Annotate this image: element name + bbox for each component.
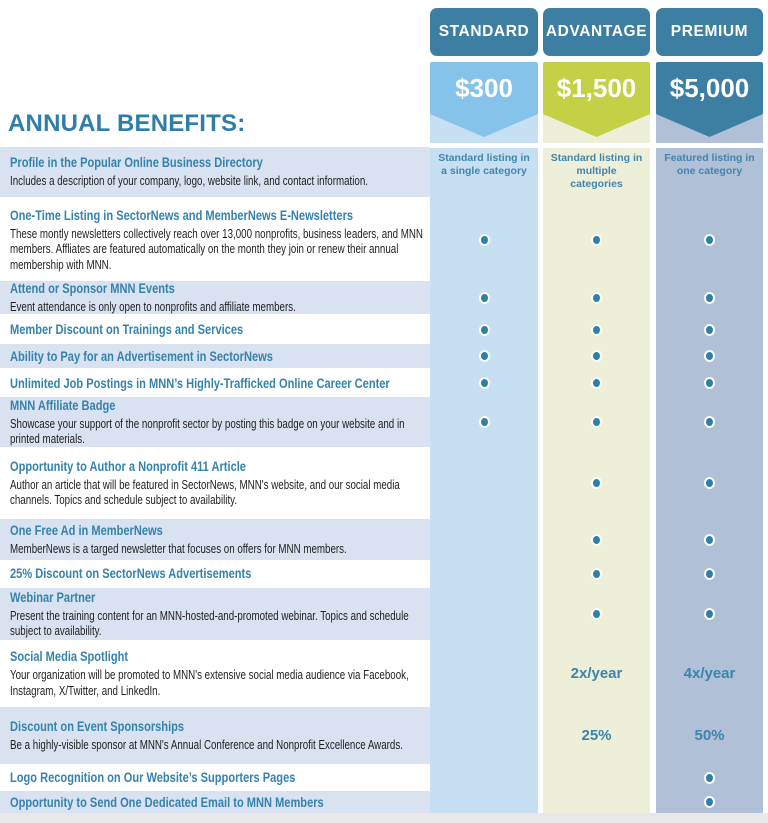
included-dot — [704, 350, 715, 362]
cell-advantage — [543, 519, 650, 560]
cell-premium — [656, 281, 763, 314]
tier-name-advantage: ADVANTAGE — [543, 8, 650, 56]
benefit-text — [0, 791, 430, 813]
benefit-title: Profile in the Popular Online Business Directory — [10, 155, 263, 171]
benefit-description: Includes a description of your company, logo, website link, and contact information. — [10, 174, 368, 189]
benefit-row-directory-profile — [0, 147, 768, 197]
benefit-description: Event attendance is only open to nonprofits and affiliate members. — [10, 299, 296, 314]
included-dot — [591, 292, 602, 304]
benefit-text — [0, 318, 430, 341]
benefit-title: Opportunity to Send One Dedicated Email to MNN Members — [10, 794, 324, 810]
benefit-row-411-article — [0, 450, 768, 516]
cell-value: Standard listing in multiple categories — [550, 152, 643, 190]
benefit-description: Author an article that will be featured in SectorNews, MNN's website, and our social media channels. Topics and schedule subject to availability. — [10, 477, 400, 507]
benefit-text — [0, 766, 430, 789]
bottom-strip — [0, 813, 768, 823]
included-dot — [591, 350, 602, 362]
benefit-row-events — [0, 281, 768, 314]
benefit-title: Discount on Event Sponsorships — [10, 718, 185, 734]
included-dot — [479, 350, 490, 362]
cell-value: Standard listing in a single category — [438, 152, 530, 177]
benefit-description: Present the training content for an MNN-hosted-and-promoted webinar. Topics and schedule subject to availability. — [10, 608, 409, 638]
benefit-description: Your organization will be promoted to MNN's extensive social media audience via Facebook, Instagram, X/Twitter, and LinkedIn. — [10, 668, 409, 698]
cell-value: Featured listing in one category — [664, 152, 755, 177]
included-dot — [704, 477, 715, 489]
cell-standard — [430, 344, 538, 368]
included-dot — [704, 608, 715, 620]
benefit-row-member-discount — [0, 318, 768, 341]
included-dot — [591, 534, 602, 546]
cell-advantage — [543, 397, 650, 447]
benefit-title: Opportunity to Author a Nonprofit 411 Article — [10, 458, 246, 474]
cell-advantage — [543, 707, 650, 764]
cell-premium — [656, 707, 763, 764]
cell-advantage — [543, 281, 650, 314]
benefit-description: These montly newsletters collectively reach over 13,000 nonprofits, business leaders, and MNN members. Affliates are featured automatically on the month they join or renew their annual membership with MNN. — [10, 226, 423, 272]
benefit-row-social-spotlight — [0, 642, 768, 705]
cell-advantage — [543, 371, 650, 395]
cell-standard — [430, 200, 538, 280]
benefit-text — [0, 450, 430, 516]
benefit-row-sponsorship-discount — [0, 707, 768, 764]
cell-standard — [430, 318, 538, 341]
tier-name-premium: PREMIUM — [656, 8, 763, 56]
included-dot — [704, 324, 715, 336]
cell-standard — [430, 766, 538, 789]
included-dot — [479, 416, 490, 428]
benefit-row-webinar-partner — [0, 588, 768, 640]
cell-standard — [430, 791, 538, 813]
benefit-description: MemberNews is a targed newsletter that focuses on offers for MNN members. — [10, 541, 347, 556]
benefit-title: Ability to Pay for an Advertisement in SectorNews — [10, 348, 273, 364]
benefit-title: Unlimited Job Postings in MNN’s Highly-Trafficked Online Career Center — [10, 375, 390, 391]
included-dot — [704, 568, 715, 580]
benefit-title: One-Time Listing in SectorNews and MemberNews E-Newsletters — [10, 207, 354, 223]
cell-premium — [656, 450, 763, 516]
cell-standard — [430, 642, 538, 705]
included-dot — [704, 377, 715, 389]
benefit-title: One Free Ad in MemberNews — [10, 522, 163, 538]
cell-value: 2x/year — [570, 665, 623, 682]
cell-premium — [656, 397, 763, 447]
included-dot — [479, 377, 490, 389]
included-dot — [591, 234, 602, 246]
included-dot — [704, 416, 715, 428]
benefit-title: Logo Recognition on Our Website’s Supporters Pages — [10, 770, 296, 785]
included-dot — [704, 234, 715, 246]
benefit-description: Be a highly-visible sponsor at MNN's Annual Conference and Nonprofit Excellence Awards. — [10, 737, 403, 752]
cell-standard — [430, 450, 538, 516]
benefit-text — [0, 147, 430, 197]
included-dot — [591, 608, 602, 620]
tier-price-standard: $300 — [430, 62, 538, 115]
benefit-title: Member Discount on Trainings and Services — [10, 322, 244, 337]
cell-advantage — [543, 318, 650, 341]
benefit-text — [0, 562, 430, 585]
benefit-row-logo-recognition — [0, 766, 768, 789]
cell-value: 4x/year — [683, 665, 736, 682]
benefit-title: Webinar Partner — [10, 589, 96, 605]
included-dot — [479, 234, 490, 246]
benefit-row-newsletter-listing — [0, 200, 768, 280]
benefit-title: MNN Affiliate Badge — [10, 397, 116, 413]
benefit-row-ad-discount — [0, 562, 768, 585]
cell-advantage — [543, 766, 650, 789]
cell-standard — [430, 371, 538, 395]
benefit-text — [0, 707, 430, 764]
cell-premium — [656, 642, 763, 705]
benefit-text — [0, 519, 430, 560]
cell-advantage — [543, 200, 650, 280]
cell-advantage — [543, 344, 650, 368]
cell-standard — [430, 281, 538, 314]
benefit-text — [0, 200, 430, 280]
cell-premium — [656, 588, 763, 640]
cell-premium — [656, 318, 763, 341]
tier-price-advantage: $1,500 — [543, 62, 650, 115]
benefit-row-affiliate-badge — [0, 397, 768, 447]
benefit-text — [0, 281, 430, 314]
included-dot — [591, 416, 602, 428]
cell-advantage — [543, 588, 650, 640]
cell-standard — [430, 588, 538, 640]
tier-name-standard: STANDARD — [430, 8, 538, 56]
cell-premium — [656, 766, 763, 789]
cell-premium — [656, 791, 763, 813]
tier-price-premium: $5,000 — [656, 62, 763, 115]
benefit-row-advertisement — [0, 344, 768, 368]
benefit-title: Attend or Sponsor MNN Events — [10, 280, 175, 296]
benefit-row-free-ad — [0, 519, 768, 560]
benefit-row-job-postings — [0, 371, 768, 395]
benefit-text — [0, 371, 430, 395]
cell-advantage — [543, 562, 650, 585]
included-dot — [479, 324, 490, 336]
cell-premium — [656, 519, 763, 560]
cell-premium — [656, 200, 763, 280]
cell-standard — [430, 519, 538, 560]
included-dot — [591, 477, 602, 489]
cell-advantage — [543, 791, 650, 813]
cell-standard — [430, 562, 538, 585]
cell-premium — [656, 371, 763, 395]
cell-advantage — [543, 147, 650, 197]
included-dot — [591, 377, 602, 389]
cell-premium — [656, 147, 763, 197]
cell-premium — [656, 562, 763, 585]
cell-premium — [656, 344, 763, 368]
benefit-text — [0, 588, 430, 640]
cell-value: 50% — [694, 727, 725, 744]
included-dot — [704, 292, 715, 304]
cell-standard — [430, 147, 538, 197]
included-dot — [479, 292, 490, 304]
benefit-text — [0, 397, 430, 447]
benefit-description: Showcase your support of the nonprofit sector by posting this badge on your website and in printed materials. — [10, 416, 405, 446]
benefit-title: 25% Discount on SectorNews Advertisements — [10, 566, 252, 581]
benefit-text — [0, 344, 430, 368]
cell-value: 25% — [581, 727, 612, 744]
included-dot — [704, 796, 715, 808]
included-dot — [591, 324, 602, 336]
included-dot — [704, 772, 715, 784]
cell-advantage — [543, 642, 650, 705]
benefit-text — [0, 642, 430, 705]
benefit-row-dedicated-email — [0, 791, 768, 813]
benefit-title: Social Media Spotlight — [10, 649, 129, 664]
cell-standard — [430, 707, 538, 764]
cell-standard — [430, 397, 538, 447]
page-title: ANNUAL BENEFITS: — [8, 110, 246, 137]
included-dot — [591, 568, 602, 580]
included-dot — [704, 534, 715, 546]
cell-advantage — [543, 450, 650, 516]
